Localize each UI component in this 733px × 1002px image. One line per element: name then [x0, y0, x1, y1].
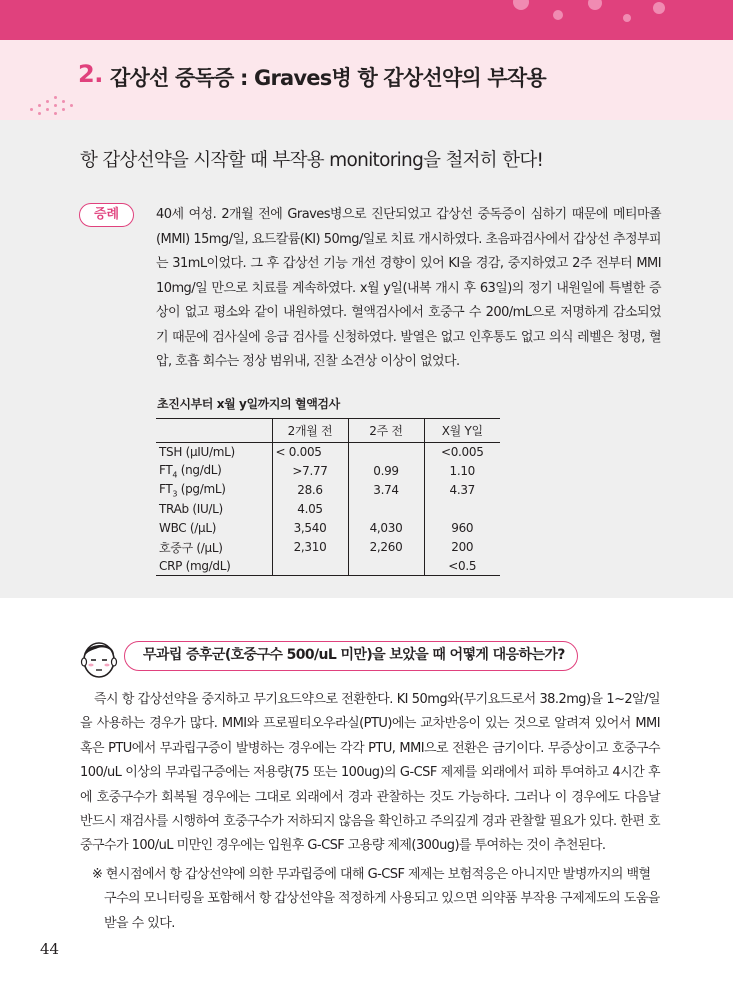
header-cell: X월 Y일 [424, 419, 500, 443]
title-decorative-dots [30, 96, 90, 120]
table-cell: <0.5 [424, 557, 500, 576]
top-banner [0, 0, 733, 40]
row-label: $FT_4$ (ng/dL) [159, 462, 222, 480]
header-cell: 2주 전 [348, 419, 424, 443]
row-label: TSH (μIU/mL) [159, 445, 235, 460]
table-row [156, 538, 500, 557]
headline: 항 갑상선약을 시작할 때 부작용 monitoring을 철저히 한다! [80, 150, 544, 171]
face-icon [76, 635, 122, 681]
answer-text: 즉시 항 갑상선약을 중지하고 무기요드약으로 전환한다. KI 50mg와(무기요드로서 38.2mg)을 1~2알/일을 사용하는 경우가 많다. MMI와 프로필티오우라실(PTU)에는 교차반응이 있는 것으로 알려져 있어서 MMI 혹은 PTU에서 무과립구증이 발병하는 경우에는 각각 PTU, MMI으로 전환은 금기이다. 무증상이고 호중구수 100/uL 이상의 무과립구증에는 저용량(75 또는 100ug)의 G-CSF 제제를 외래에서 피하 투여하고 4시간 후에 호중구수가 회복될 경우에는 그대로 외래에서 경과 관찰하는 것도 가능하다. 그러나 이 경우에도 다음날 반드시 재검사를 시행하여 호중구수가 저하되지 않음을 확인하고 주의깊게 경과 관찰할 필요가 있다. 한편 호중구수가 100/uL 미만인 경우에는 입원후 G-CSF 고용량 제제(300ug)를 투여하는 것이 추천된다. [80, 692, 660, 854]
decorative-dots [493, 0, 693, 40]
lab-results-table [156, 418, 500, 576]
table-row [156, 500, 500, 519]
table-cell: 4.37 [424, 481, 500, 500]
header-cell [156, 419, 272, 443]
table-cell: 4,030 [348, 519, 424, 538]
table-header-row [156, 419, 500, 443]
table-cell: 4.05 [272, 500, 348, 519]
table-cell [348, 443, 424, 462]
table-cell: <0.005 [424, 443, 500, 462]
row-label: CRP (mg/dL) [156, 557, 272, 576]
table-row [156, 557, 500, 576]
row-label: $FT_3$ (pg/mL) [159, 481, 226, 499]
table-cell [348, 557, 424, 576]
table-cell: 28.6 [272, 481, 348, 500]
table-row [156, 519, 500, 538]
table-row [156, 443, 500, 462]
row-label: WBC (/μL) [159, 521, 217, 535]
section-title: 갑상선 중독증 : Graves병 항 갑상선약의 부작용 [110, 66, 546, 90]
table-cell [424, 500, 500, 519]
case-tag: 증례 [79, 203, 134, 227]
table-cell: 3.74 [348, 481, 424, 500]
header-cell: 2개월 전 [272, 419, 348, 443]
section-number: 2. [78, 60, 103, 88]
table-cell: >7.77 [272, 462, 348, 481]
table-cell: 960 [424, 519, 500, 538]
table-cell: 2,310 [272, 538, 348, 557]
table-caption: 초진시부터 x월 y일까지의 혈액검사 [157, 397, 340, 411]
table-row [156, 462, 500, 481]
table-cell: 2,260 [348, 538, 424, 557]
table-cell: 3,540 [272, 519, 348, 538]
table-cell: 0.99 [348, 462, 424, 481]
table-cell [272, 557, 348, 576]
table-cell [348, 500, 424, 519]
row-label: 호중구 (/μL) [159, 540, 223, 555]
table-cell: 1.10 [424, 462, 500, 481]
table-cell: 200 [424, 538, 500, 557]
table-cell: < 0.005 [272, 443, 348, 462]
case-description: 40세 여성. 2개월 전에 Graves병으로 진단되었고 갑상선 중독증이 심하기 때문에 메티마졸(MMI) 15mg/일, 요드칼륨(KI) 50mg/일로 치료 개시하였다. 초음파검사에서 갑상선 추정부피는 31mL이었다. 그 후 갑상선 기능 개선 경향이 있어 KI을 경감, 중지하였고 2주 전부터 MMI 10mg/일 만으로 치료를 계속하였다. x월 y일(내복 개시 후 63일)의 정기 내원일에 특별한 증상이 없고 평소와 같이 내원하였다. 혈액검사에서 호중구 수 200/mL으로 저명하게 감소되었기 때문에 검사실에 응급 검사를 신청하였다. 발열은 없고 인후통도 없고 의식 레벨은 청명, 혈압, 호흡 회수는 정상 범위내, 진찰 소견상 이상이 없었다. [156, 207, 661, 369]
question-bubble: 무과립 증후군(호중구수 500/uL 미만)을 보았을 때 어떻게 대응하는가? [124, 641, 578, 671]
table-row [156, 481, 500, 500]
row-label: TRAb (IU/L) [159, 502, 223, 516]
page-number: 44 [40, 940, 60, 958]
footnote: ※ 현시점에서 항 갑상선약에 의한 무과립증에 대해 G-CSF 제제는 보험적응은 아니지만 발병까지의 백혈구수의 모니터링을 포함해서 항 갑상선약을 적정하게 사용되고 있으면 의약품 부작용 구제제도의 도움을 받을 수 있다. [92, 867, 660, 931]
